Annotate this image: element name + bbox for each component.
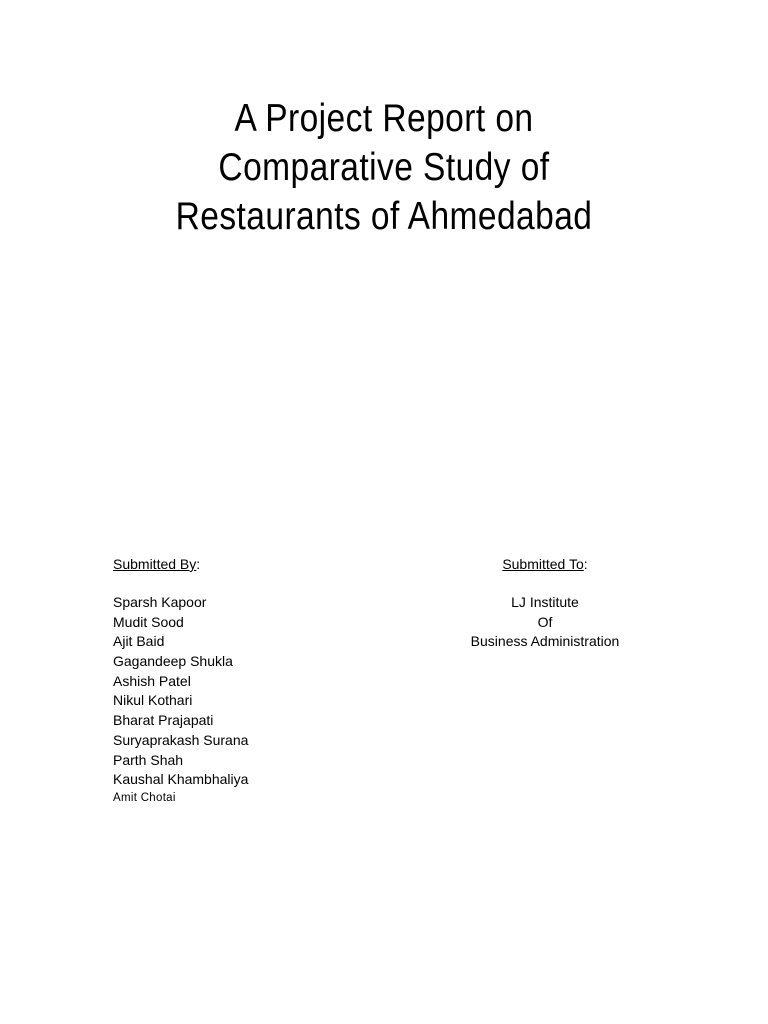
member-name: Bharat Prajapati <box>113 712 214 729</box>
submitted-to-heading <box>440 554 650 574</box>
submitted-by-colon: : <box>196 556 201 572</box>
institution-line: Of <box>537 613 553 630</box>
submitted-by-heading <box>113 554 373 574</box>
member-name: Ashish Patel <box>113 672 191 689</box>
submitted-to-colon: : <box>583 556 588 572</box>
report-title <box>0 94 768 241</box>
member-name: Parth Shah <box>113 751 184 768</box>
member-name: Amit Chotai <box>113 791 176 804</box>
title-line-3: Restaurants of Ahmedabad <box>175 195 593 238</box>
member-list <box>113 593 373 806</box>
submitted-to-section <box>440 554 650 652</box>
submitted-by-section <box>113 554 373 806</box>
institution-block <box>440 593 650 652</box>
institution-line: LJ Institute <box>511 594 579 610</box>
institution-line: Business Administration <box>470 633 620 650</box>
member-name: Suryaprakash Surana <box>113 731 249 748</box>
member-name: Ajit Baid <box>113 633 165 650</box>
member-name: Gagandeep Shukla <box>113 653 233 670</box>
title-line-2: Comparative Study of <box>218 146 550 189</box>
title-line-1: A Project Report on <box>234 97 534 140</box>
member-name: Nikul Kothari <box>113 692 193 709</box>
member-name: Sparsh Kapoor <box>113 594 207 610</box>
member-name: Mudit Sood <box>113 613 184 630</box>
member-name: Kaushal Khambhaliya <box>113 771 249 788</box>
submitted-by-label: Submitted By <box>113 556 197 572</box>
submitted-to-label: Submitted To <box>502 556 584 572</box>
